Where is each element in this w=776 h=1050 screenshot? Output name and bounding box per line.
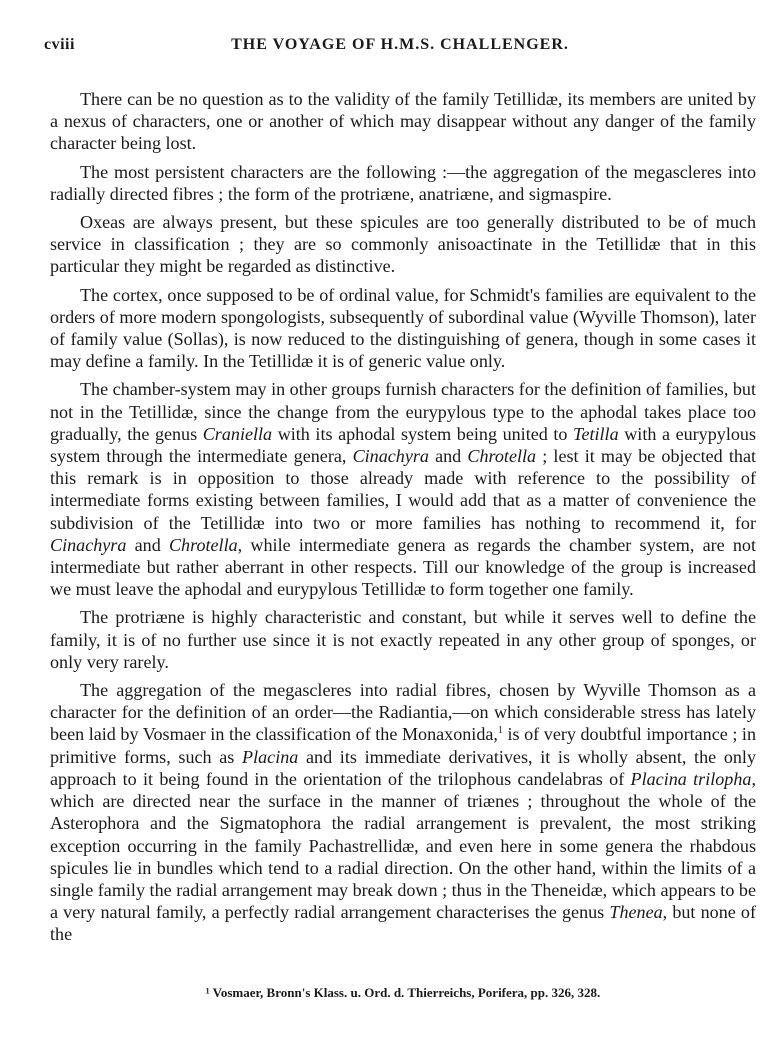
paragraph xyxy=(50,284,756,373)
text-run: The chamber-system may in other groups furnish characters for the definition of families, but not in the Tetillidæ, since the change from the eurypylous type to the aphodal takes place too gradually, the genus xyxy=(50,379,756,444)
italic-term: Placina trilopha xyxy=(630,768,752,789)
running-title: THE VOYAGE OF H.M.S. CHALLENGER. xyxy=(231,36,569,53)
footnote-marker: 1 xyxy=(497,725,503,737)
paragraph xyxy=(50,606,756,673)
text-run: is of very doubtful importance ; in primitive forms, such as xyxy=(50,724,756,767)
italic-term: Thenea xyxy=(609,902,663,923)
text-run: with a eurypylous system through the intermediate genera, xyxy=(50,423,756,467)
paragraph xyxy=(50,88,756,155)
page-number: cviii xyxy=(44,36,75,53)
text-run: , while intermediate genera as regards the chamber system, are not intermediate but rather aberrant in other respects. Till our knowledge of the group is increased we must leave the aphodal and eurypylous Tetillidæ to form together one family. xyxy=(50,534,756,600)
italic-term: Chrotella xyxy=(168,534,238,555)
italic-term: Cinachyra xyxy=(50,534,127,555)
italic-term: Placina xyxy=(242,746,299,767)
text-run: , but none of the xyxy=(50,902,756,945)
text-run: The most persistent characters are the following :—the aggregation of the megascleres into radially directed fibres ; the form of the protriæne, anatriæne, and sigmaspire. xyxy=(50,161,756,204)
body-text xyxy=(50,88,756,946)
footnote: ¹ Vosmaer, Bronn's Klass. u. Ord. d. Thierreichs, Porifera, pp. 326, 328. xyxy=(205,985,601,1000)
text-run: and its immediate derivatives, it is wholly absent, the only approach to it being found in the orientation of the trilophous candelabras of xyxy=(50,746,756,789)
text-run: The protriæne is highly characteristic and constant, but while it serves well to define the family, it is of no further use since it is not exactly repeated in any other group of sponges, or only very rarely. xyxy=(50,607,756,672)
paragraph xyxy=(50,378,756,600)
text-run: The aggregation of the megascleres into radial fibres, chosen by Wyville Thomson as a character for the definition of an order—the Radiantia,—on which considerable stress has lately been laid by Vosmaer in the classification of the Monaxonida, xyxy=(50,680,756,745)
text-run: with its aphodal system being united to xyxy=(272,423,574,444)
text-run: The cortex, once supposed to be of ordinal value, for Schmidt's families are equivalent to the orders of more modern spongologists, subsequently of subordinal value (Wyville Thomson), later of family value (Sollas), is now reduced to the distinguishing of genera, though in some cases it may define a family. In the Tetillidæ it is of generic value only. xyxy=(50,284,756,372)
text-run: , which are directed near the surface in the manner of triænes ; throughout the whole of the Asterophora and the Sigmatophora the radial arrangement is prevalent, the most striking exception occurring in the family Pachastrellidæ, and even here in some genera the rhabdous spicules lie in bundles which tend to a radial direction. On the other hand, within the limits of a single family the radial arrangement may break down ; thus in the Theneidæ, which appears to be a very natural family, a perfectly radial arrangement characterises the genus xyxy=(50,768,756,923)
paragraph xyxy=(50,161,756,205)
italic-term: Chrotella xyxy=(467,446,537,467)
italic-term: Cinachyra xyxy=(352,446,429,467)
text-run: and xyxy=(126,534,169,555)
text-run: Oxeas are always present, but these spicules are too generally distributed to be of much service in classification ; they are so commonly anisoactinate in the Tetillidæ that in this particular they might be regarded as distinctive. xyxy=(50,212,756,277)
italic-term: Tetilla xyxy=(573,423,619,444)
text-run: ; lest it may be objected that this remark is in opposition to those already made with reference to the possibility of intermediate forms existing between families, I would add that as a matter of convenience the subdivision of the Tetillidæ into two or more families has nothing to recommend it, for xyxy=(50,446,756,533)
text-run: There can be no question as to the validity of the family Tetillidæ, its members are united by a nexus of characters, one or another of which may disappear without any danger of the family character being lost. xyxy=(50,89,756,154)
page-header xyxy=(44,36,756,60)
italic-term: Craniella xyxy=(202,423,273,444)
paragraph xyxy=(50,679,756,945)
text-run: and xyxy=(428,446,468,467)
paragraph xyxy=(50,211,756,278)
